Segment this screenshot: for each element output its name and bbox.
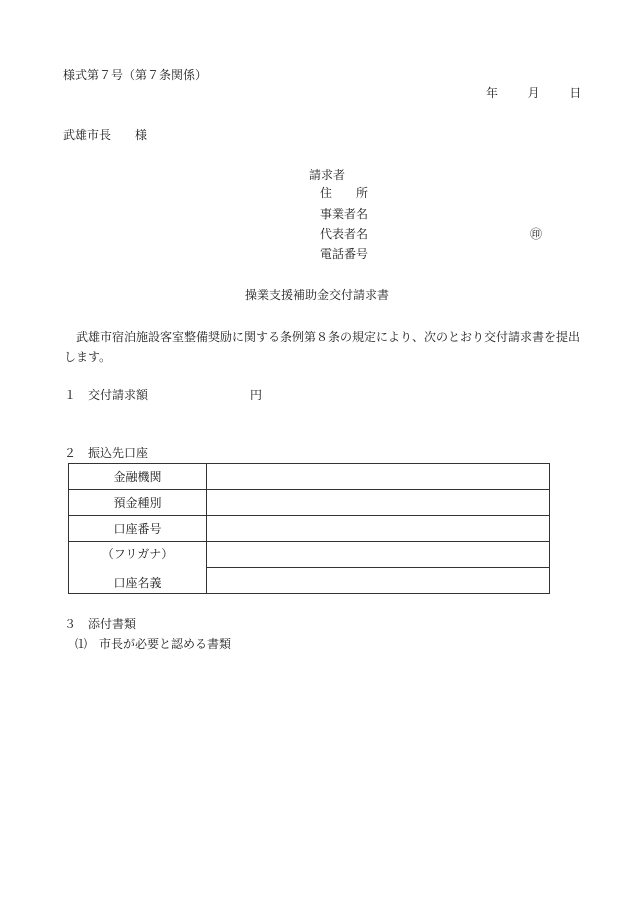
furigana-label: （フリガナ） <box>101 546 174 561</box>
table-row <box>69 516 550 542</box>
requester-representative-label: 代表者名 <box>320 227 369 241</box>
date-year: 年 <box>486 86 499 100</box>
body-text: 武雄市宿泊施設客室整備奨励に関する条例第８条の規定により、次のとおり交付請求書を提出します。 <box>64 330 581 364</box>
bank-label: 金融機関 <box>69 464 207 490</box>
requester-heading: 請求者 <box>309 168 346 182</box>
bank-value-cell[interactable] <box>207 464 550 490</box>
amount-unit: 円 <box>250 388 263 402</box>
date-line <box>486 86 581 100</box>
account-type-value-cell[interactable] <box>207 490 550 516</box>
requester-address-label: 住 所 <box>320 186 369 200</box>
requester-phone-label: 電話番号 <box>320 247 369 261</box>
account-holder-value-cell[interactable] <box>207 568 550 594</box>
table-row <box>69 490 550 516</box>
document-title: 操業支援補助金交付請求書 <box>245 288 390 302</box>
account-holder-label: 口座名義 <box>113 575 162 590</box>
date-day: 日 <box>569 86 582 100</box>
bank-account-table <box>68 463 550 594</box>
seal-mark: ㊞ <box>530 227 543 241</box>
account-type-label: 預金種別 <box>69 490 207 516</box>
account-number-value-cell[interactable] <box>207 516 550 542</box>
form-number: 様式第７号（第７条関係） <box>63 68 208 82</box>
account-number-label: 口座番号 <box>69 516 207 542</box>
addressee: 武雄市長 様 <box>63 128 148 142</box>
table-row <box>69 464 550 490</box>
furigana-value-cell[interactable] <box>207 542 550 568</box>
section1-label: １ 交付請求額 <box>64 388 149 402</box>
section3-label: ３ 添付書類 <box>64 617 137 631</box>
section2-label: ２ 振込先口座 <box>64 446 149 460</box>
attachment-item: ⑴ 市長が必要と認める書類 <box>75 637 232 651</box>
requester-business-label: 事業者名 <box>320 207 369 221</box>
date-month: 月 <box>527 86 540 100</box>
table-row <box>69 542 550 568</box>
account-holder-label-cell <box>69 542 207 594</box>
